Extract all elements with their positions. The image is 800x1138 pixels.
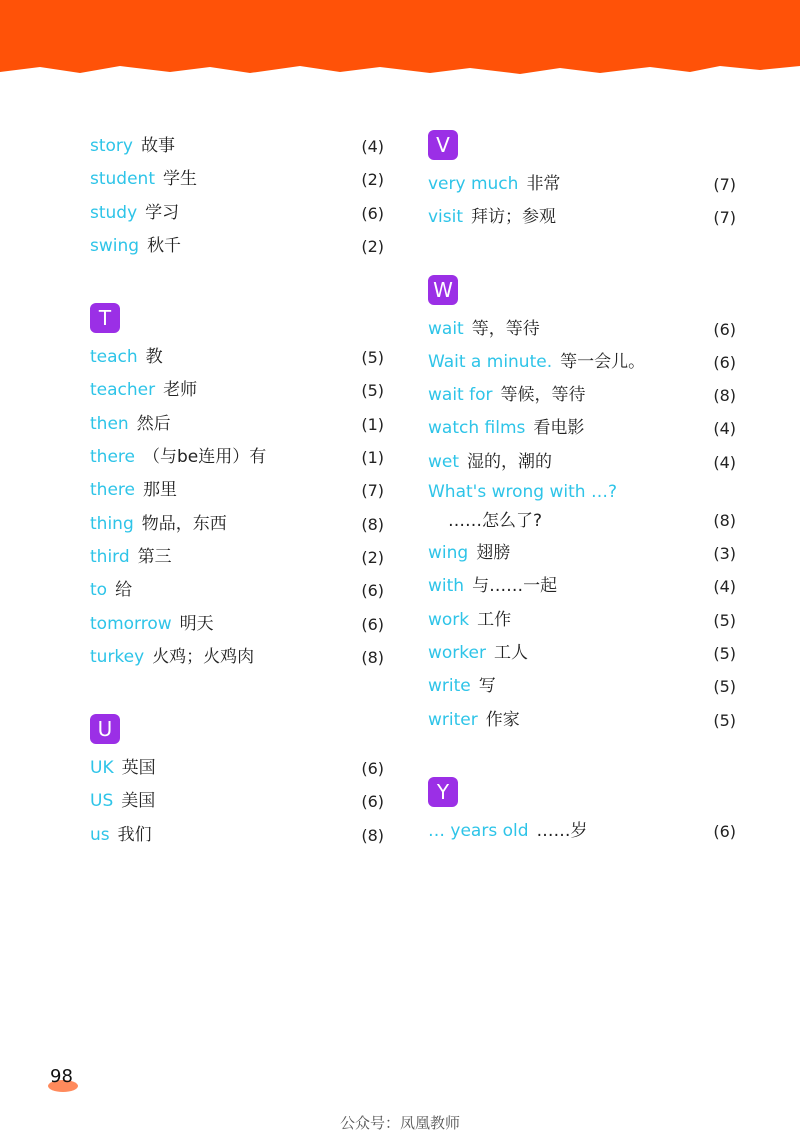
entry-unit-number: (3)	[713, 544, 736, 564]
letter-badge: Y	[428, 777, 458, 807]
entry-word: worker	[428, 642, 486, 663]
entry-word: teacher	[90, 380, 156, 401]
glossary-entry	[90, 752, 384, 785]
entry-word: story	[90, 136, 133, 156]
entry-unit-number: (8)	[713, 511, 736, 531]
entry-unit-number: (1)	[361, 414, 384, 434]
entry-meaning: 第三	[137, 546, 172, 567]
section-gap	[428, 737, 736, 777]
entry-meaning: 学习	[145, 202, 180, 223]
entry-meaning: 等一会儿。	[560, 351, 646, 372]
glossary-entry	[90, 508, 384, 541]
entry-word: student	[90, 169, 155, 190]
entry-meaning: 等，等待	[471, 318, 540, 339]
entry-word: tomorrow	[90, 613, 172, 634]
entry-word: work	[428, 609, 470, 630]
glossary-entry	[90, 574, 384, 607]
glossary-entry	[90, 641, 384, 674]
glossary-entry	[90, 474, 384, 507]
entry-meaning: 与……一起	[472, 576, 558, 597]
entry-meaning: 等候，等待	[500, 385, 586, 406]
right-column	[428, 130, 736, 848]
entry-word: wait for	[428, 385, 493, 406]
entry-unit-number: (5)	[361, 381, 384, 401]
section-gap	[428, 235, 736, 275]
entry-meaning: 学生	[163, 169, 197, 190]
entry-word: study	[90, 202, 138, 223]
glossary-entry	[428, 637, 736, 670]
glossary-entry	[428, 670, 736, 703]
entry-word: visit	[428, 207, 464, 228]
entry-meaning: （与be连用）有	[142, 447, 267, 468]
entry-word: there	[90, 480, 135, 501]
entry-meaning: 英国	[121, 758, 156, 779]
entry-unit-number: (2)	[361, 236, 384, 256]
glossary-entry	[428, 570, 736, 603]
entry-meaning: 那里	[142, 480, 177, 501]
entry-meaning: 物品，东西	[141, 513, 227, 534]
entry-meaning: 给	[115, 580, 133, 601]
entry-unit-number: (6)	[361, 203, 384, 223]
entry-word: third	[90, 546, 130, 567]
entry-word: UK	[90, 758, 114, 779]
section-gap	[90, 674, 384, 714]
entry-word: US	[90, 791, 114, 812]
entry-meaning: 翅膀	[476, 543, 511, 564]
glossary-entry	[90, 441, 384, 474]
glossary-entry	[90, 197, 384, 230]
glossary-entry	[428, 313, 736, 346]
entry-unit-number: (6)	[361, 792, 384, 812]
entry-meaning: 明天	[179, 613, 214, 634]
entry-unit-number: (4)	[361, 137, 384, 156]
entry-unit-number: (8)	[361, 514, 384, 534]
entry-word: teach	[90, 347, 138, 368]
glossary-entry	[90, 608, 384, 641]
entry-word: us	[90, 824, 110, 845]
entry-unit-number: (5)	[361, 348, 384, 368]
glossary-entry	[90, 341, 384, 374]
entry-word: turkey	[90, 646, 145, 667]
glossary-entry	[428, 412, 736, 445]
entry-meaning: 非常	[526, 174, 561, 194]
entry-unit-number: (8)	[713, 386, 736, 406]
entry-unit-number: (8)	[361, 647, 384, 667]
glossary-entry	[428, 379, 736, 412]
entry-word: there	[90, 447, 135, 468]
entry-meaning: 看电影	[533, 418, 585, 439]
entry-unit-number: (4)	[713, 419, 736, 439]
entry-unit-number: (6)	[361, 581, 384, 601]
glossary-entry	[90, 374, 384, 407]
entry-word: thing	[90, 513, 134, 534]
entry-meaning: 教	[145, 347, 163, 368]
entry-unit-number: (4)	[713, 577, 736, 597]
glossary-entry	[428, 815, 736, 848]
glossary-entry	[428, 168, 736, 201]
entry-meaning: ……岁	[536, 820, 588, 841]
entry-meaning: 我们	[117, 824, 152, 845]
entry-meaning: ……怎么了?	[448, 511, 543, 532]
entry-meaning: 工作	[477, 609, 512, 630]
glossary-entry	[428, 446, 736, 479]
letter-badge: U	[90, 714, 120, 744]
glossary-entry	[428, 479, 736, 537]
entry-unit-number: (5)	[713, 643, 736, 663]
entry-unit-number: (7)	[713, 175, 736, 194]
glossary-entry	[90, 130, 384, 163]
entry-word: What's wrong with …?	[428, 482, 617, 503]
entry-meaning: 拜访；参观	[471, 207, 557, 228]
page-number	[48, 1066, 78, 1094]
entry-meaning: 火鸡；火鸡肉	[152, 646, 255, 667]
glossary-entry	[90, 230, 384, 263]
entry-word: Wait a minute.	[428, 351, 553, 372]
entry-word: wing	[428, 543, 469, 564]
entry-meaning: 作家	[485, 709, 520, 730]
entry-unit-number: (6)	[713, 352, 736, 372]
glossary-entry	[428, 604, 736, 637]
glossary-entry	[428, 704, 736, 737]
entry-meaning: 写	[478, 676, 496, 697]
entry-meaning: 美国	[121, 791, 156, 812]
entry-unit-number: (1)	[361, 448, 384, 468]
entry-word: swing	[90, 235, 140, 256]
entry-unit-number: (6)	[361, 759, 384, 779]
entry-word: writer	[428, 709, 478, 730]
entry-unit-number: (6)	[713, 319, 736, 339]
entry-unit-number: (7)	[361, 481, 384, 501]
entry-word: wait	[428, 318, 464, 339]
glossary-entry	[428, 537, 736, 570]
entry-meaning: 然后	[136, 413, 171, 434]
glossary-entry	[90, 819, 384, 852]
entry-word: to	[90, 580, 108, 601]
glossary-entry	[90, 408, 384, 441]
glossary-entry	[90, 541, 384, 574]
glossary-entry	[90, 163, 384, 196]
left-column	[90, 130, 384, 852]
entry-meaning: 湿的，潮的	[467, 451, 553, 472]
entry-word: write	[428, 676, 471, 697]
entry-unit-number: (5)	[713, 710, 736, 730]
entry-unit-number: (8)	[361, 825, 384, 845]
entry-unit-number: (5)	[713, 610, 736, 630]
letter-badge: W	[428, 275, 458, 305]
entry-unit-number: (2)	[361, 170, 384, 190]
entry-word: very much	[428, 174, 519, 194]
entry-unit-number: (6)	[713, 821, 736, 841]
letter-badge: T	[90, 303, 120, 333]
glossary-entry	[90, 785, 384, 818]
entry-unit-number: (4)	[713, 452, 736, 472]
letter-badge: V	[428, 130, 458, 160]
top-banner	[0, 0, 800, 90]
entry-meaning: 秋千	[147, 235, 182, 256]
entry-meaning: 老师	[163, 380, 198, 401]
footer-watermark: 公众号：凤凰教师	[339, 1114, 460, 1132]
entry-unit-number: (7)	[713, 208, 736, 228]
entry-meaning: 工人	[493, 642, 528, 663]
entry-word: wet	[428, 451, 460, 472]
entry-unit-number: (5)	[713, 677, 736, 697]
entry-word: … years old	[428, 820, 529, 841]
glossary-entry	[428, 346, 736, 379]
entry-unit-number: (2)	[361, 547, 384, 567]
entry-word: with	[428, 576, 465, 597]
section-gap	[90, 263, 384, 303]
page-number-text: 98	[50, 1066, 73, 1087]
glossary-entry	[428, 201, 736, 234]
entry-meaning: 故事	[140, 136, 175, 156]
entry-unit-number: (6)	[361, 614, 384, 634]
entry-word: then	[90, 413, 129, 434]
entry-word: watch films	[428, 418, 526, 439]
